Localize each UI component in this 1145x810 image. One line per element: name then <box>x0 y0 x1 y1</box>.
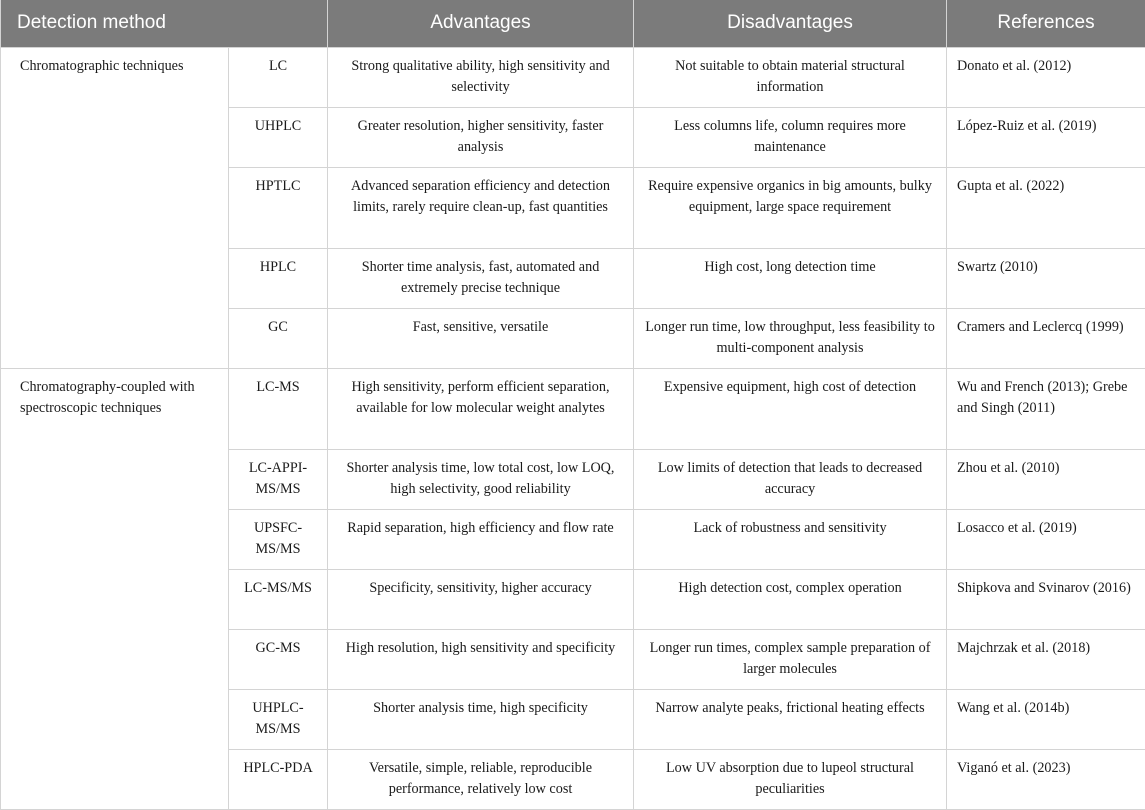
disadvantages-cell: Longer run times, complex sample preparation of larger molecules <box>634 630 947 690</box>
method-cell: HPLC-PDA <box>229 750 328 810</box>
references-cell: Viganó et al. (2023) <box>947 750 1145 810</box>
advantages-cell: Specificity, sensitivity, higher accuracy <box>328 570 634 630</box>
advantages-cell: High resolution, high sensitivity and specificity <box>328 630 634 690</box>
references-cell: Cramers and Leclercq (1999) <box>947 309 1145 369</box>
header-row <box>1 0 1145 48</box>
disadvantages-cell: Expensive equipment, high cost of detection <box>634 369 947 450</box>
method-cell: UPSFC-MS/MS <box>229 510 328 570</box>
header-detection-method: Detection method <box>1 0 328 48</box>
method-cell: HPLC <box>229 249 328 309</box>
method-cell: GC <box>229 309 328 369</box>
advantages-cell: Rapid separation, high efficiency and flow rate <box>328 510 634 570</box>
table-row <box>1 369 1145 450</box>
disadvantages-cell: Less columns life, column requires more maintenance <box>634 108 947 168</box>
references-cell: Donato et al. (2012) <box>947 48 1145 108</box>
disadvantages-cell: Narrow analyte peaks, frictional heating effects <box>634 690 947 750</box>
disadvantages-cell: Low limits of detection that leads to decreased accuracy <box>634 450 947 510</box>
method-cell: UHPLC <box>229 108 328 168</box>
disadvantages-cell: Not suitable to obtain material structural information <box>634 48 947 108</box>
method-cell: HPTLC <box>229 168 328 249</box>
disadvantages-cell: High cost, long detection time <box>634 249 947 309</box>
advantages-cell: Advanced separation efficiency and detection limits, rarely require clean-up, fast quantities <box>328 168 634 249</box>
advantages-cell: Shorter analysis time, low total cost, low LOQ, high selectivity, good reliability <box>328 450 634 510</box>
advantages-cell: Strong qualitative ability, high sensitivity and selectivity <box>328 48 634 108</box>
method-cell: GC-MS <box>229 630 328 690</box>
group-label-coupled-spectroscopic: Chromatography-coupled with spectroscopic techniques <box>1 369 229 810</box>
method-cell: LC-APPI-MS/MS <box>229 450 328 510</box>
advantages-cell: Shorter analysis time, high specificity <box>328 690 634 750</box>
advantages-cell: High sensitivity, perform efficient separation, available for low molecular weight analytes <box>328 369 634 450</box>
disadvantages-cell: High detection cost, complex operation <box>634 570 947 630</box>
method-cell: LC <box>229 48 328 108</box>
advantages-cell: Versatile, simple, reliable, reproducible performance, relatively low cost <box>328 750 634 810</box>
method-cell: UHPLC-MS/MS <box>229 690 328 750</box>
table-header <box>1 0 1145 48</box>
references-cell: Swartz (2010) <box>947 249 1145 309</box>
disadvantages-cell: Low UV absorption due to lupeol structural peculiarities <box>634 750 947 810</box>
method-cell: LC-MS/MS <box>229 570 328 630</box>
disadvantages-cell: Longer run time, low throughput, less feasibility to multi-component analysis <box>634 309 947 369</box>
references-cell: Wu and French (2013); Grebe and Singh (2011) <box>947 369 1145 450</box>
references-cell: Shipkova and Svinarov (2016) <box>947 570 1145 630</box>
group-label-chromatographic: Chromatographic techniques <box>1 48 229 369</box>
disadvantages-cell: Lack of robustness and sensitivity <box>634 510 947 570</box>
advantages-cell: Fast, sensitive, versatile <box>328 309 634 369</box>
header-references: References <box>947 0 1145 48</box>
method-cell: LC-MS <box>229 369 328 450</box>
table-row <box>1 48 1145 108</box>
table-body <box>1 48 1145 810</box>
references-cell: Zhou et al. (2010) <box>947 450 1145 510</box>
references-cell: López-Ruiz et al. (2019) <box>947 108 1145 168</box>
advantages-cell: Greater resolution, higher sensitivity, faster analysis <box>328 108 634 168</box>
references-cell: Gupta et al. (2022) <box>947 168 1145 249</box>
references-cell: Majchrzak et al. (2018) <box>947 630 1145 690</box>
disadvantages-cell: Require expensive organics in big amounts, bulky equipment, large space requirement <box>634 168 947 249</box>
advantages-cell: Shorter time analysis, fast, automated and extremely precise technique <box>328 249 634 309</box>
header-advantages: Advantages <box>328 0 634 48</box>
references-cell: Losacco et al. (2019) <box>947 510 1145 570</box>
header-disadvantages: Disadvantages <box>634 0 947 48</box>
references-cell: Wang et al. (2014b) <box>947 690 1145 750</box>
